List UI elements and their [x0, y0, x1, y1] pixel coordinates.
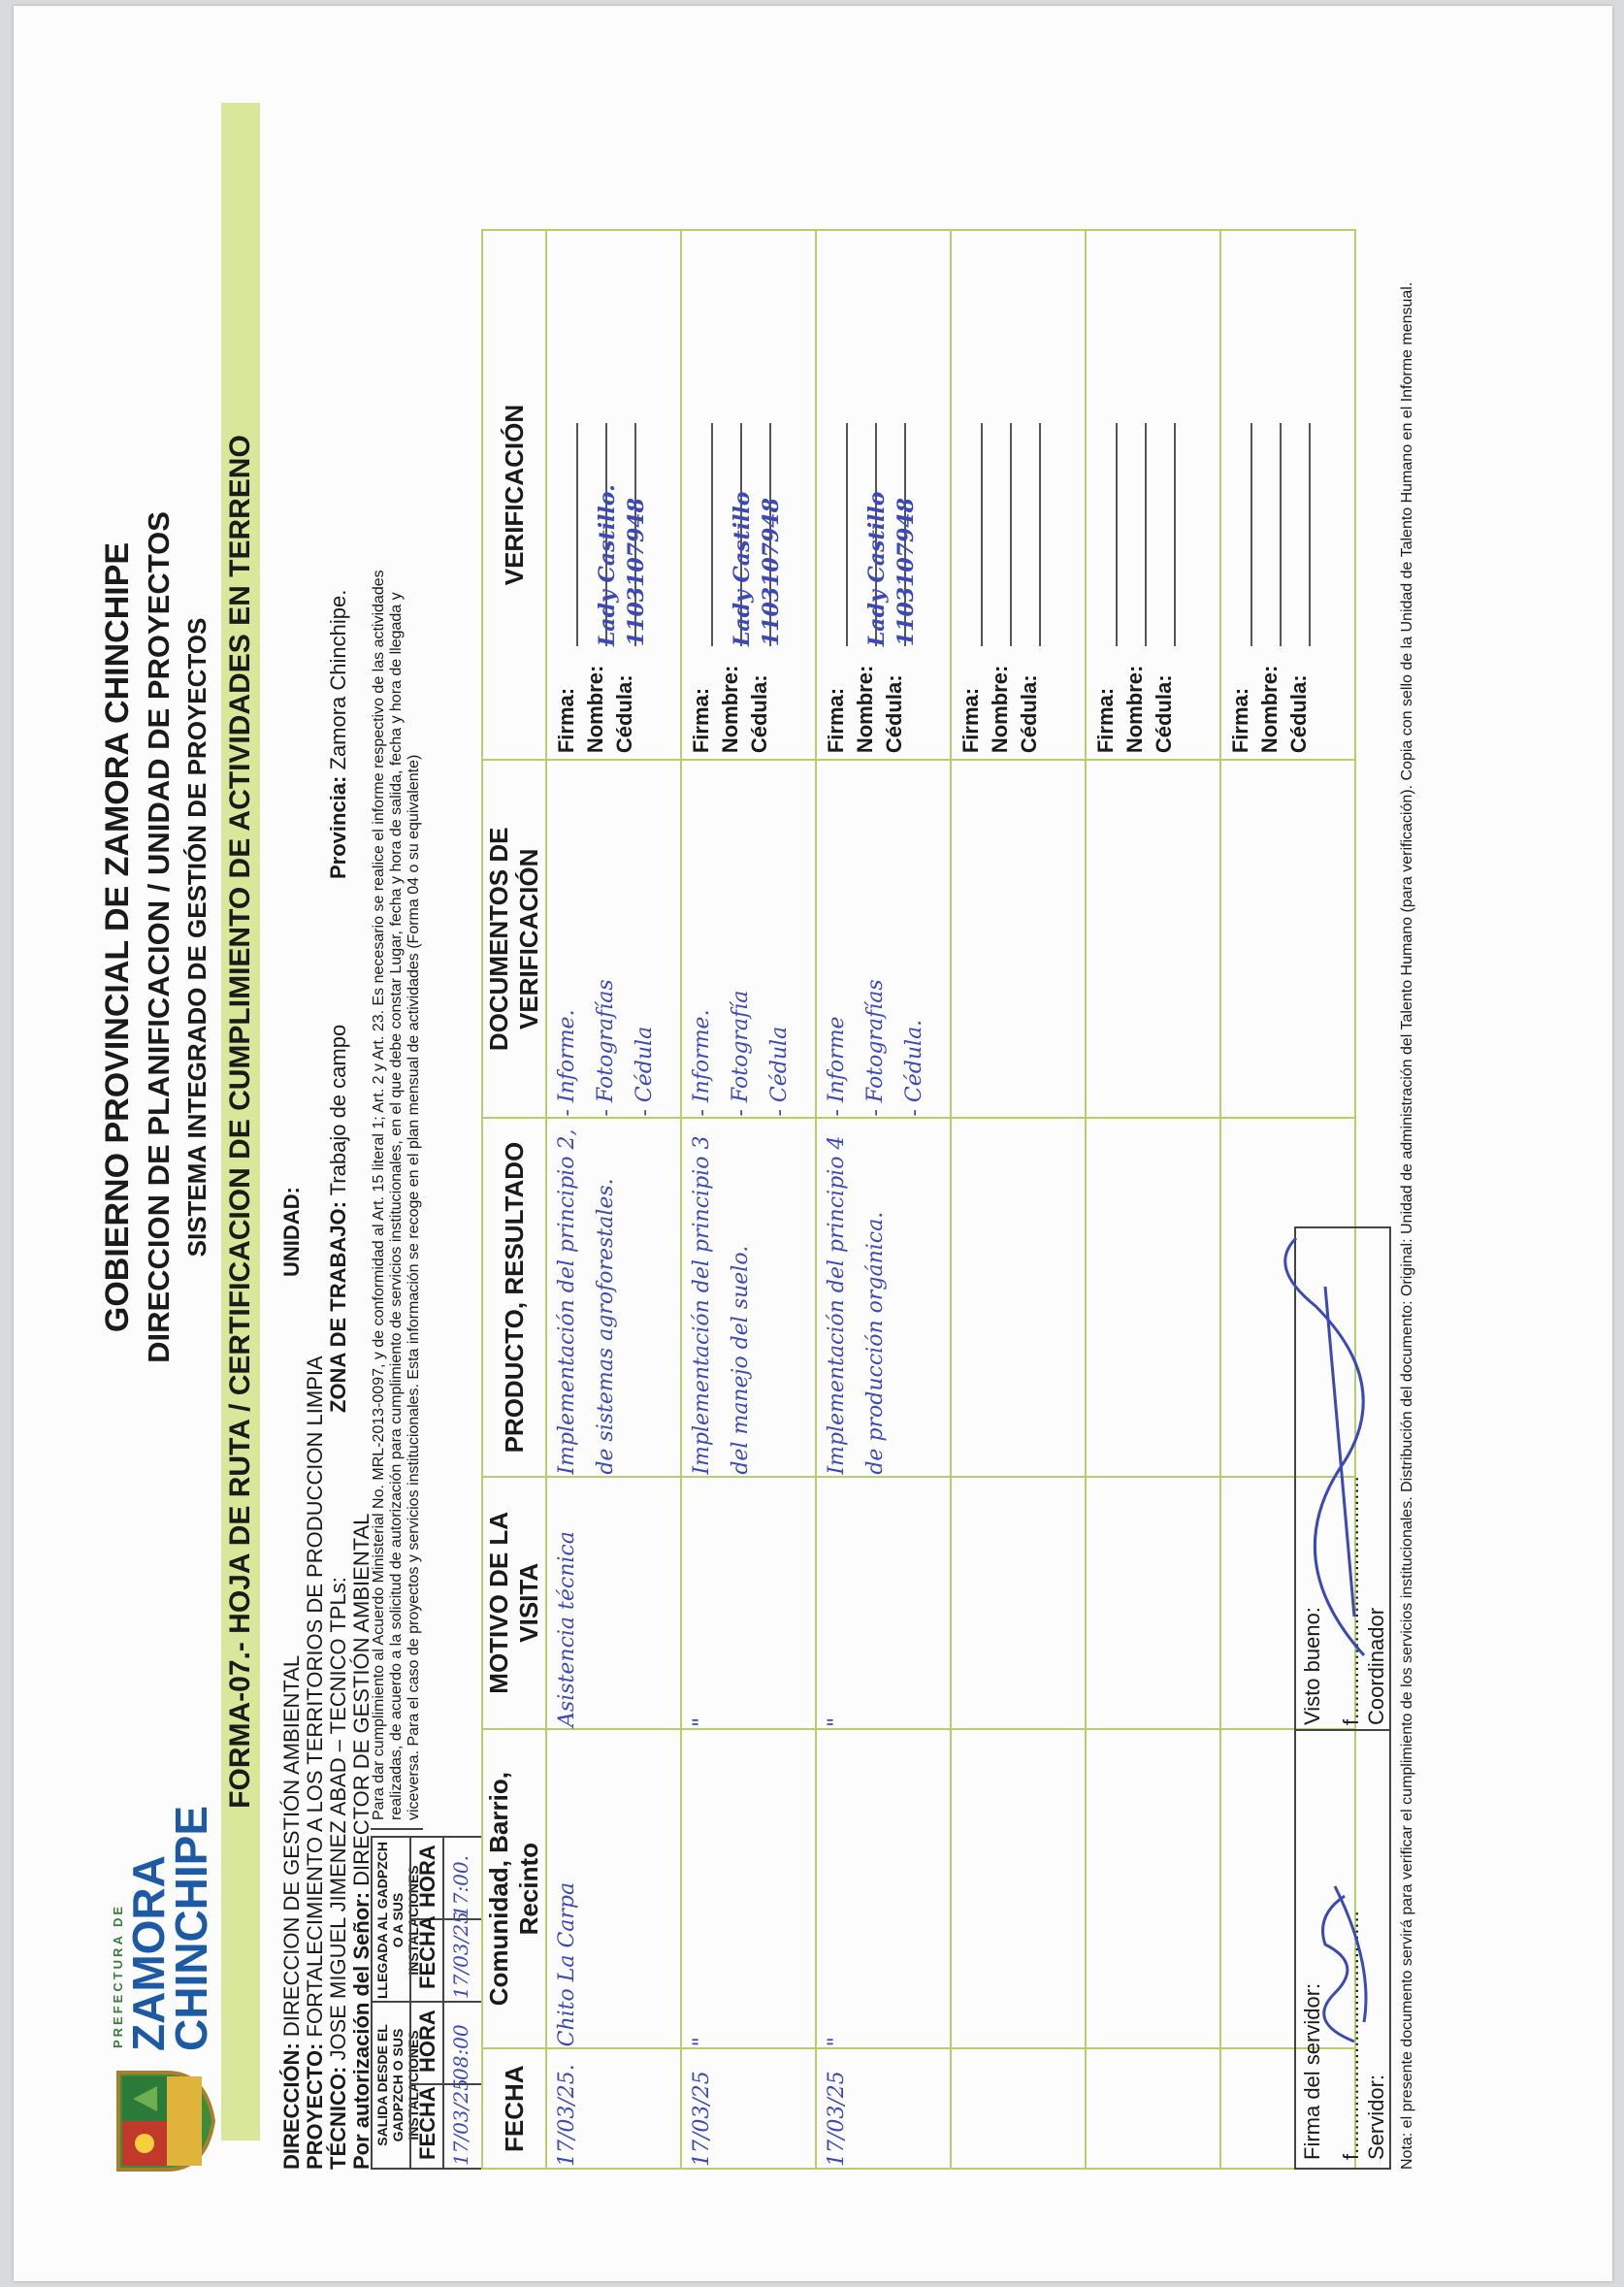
firma-value — [559, 423, 578, 646]
col-fecha: FECHA — [482, 2048, 546, 2169]
system-title: SISTEMA INTEGRADO DE GESTIÓN DE PROYECTOS — [182, 617, 211, 1258]
cedula-label: Cédula: — [882, 674, 906, 754]
comunidad-cell — [951, 1729, 1086, 2048]
motivo-cell: Asistencia técnica — [546, 1477, 681, 1729]
verificacion-cell — [816, 230, 951, 760]
llegada-hora-value: 17:00. — [449, 1855, 472, 1917]
producto-cell — [951, 1119, 1086, 1477]
logo-line2: CHINCHIPE — [166, 1805, 216, 2051]
firma-label: Firma: — [689, 687, 713, 754]
fecha-cell: 17/03/25. — [546, 2048, 681, 2169]
servidor-signature-icon — [1296, 1867, 1383, 2061]
firma-value — [828, 423, 848, 646]
documento-item: - Fotografía — [729, 990, 753, 1117]
documentos-cell — [1220, 760, 1355, 1118]
motivo-cell: " — [681, 1477, 816, 1729]
direccion-field: DIRECCIÓN: DIRECCION DE GESTIÓN AMBIENTAL — [279, 1654, 304, 2170]
coordinador-label: Coordinador — [1364, 1607, 1388, 1725]
documentos-cell — [951, 760, 1086, 1118]
cedula-label: Cédula: — [1152, 674, 1176, 754]
col-verificacion: VERIFICACIÓN — [482, 230, 546, 760]
salida-llegada-box — [371, 1836, 483, 2170]
verificacion-cell — [546, 230, 681, 760]
salida-fecha-label: FECHA — [415, 2086, 439, 2160]
salida-hora-label: HORA — [415, 2009, 439, 2073]
documentos-cell — [681, 760, 816, 1118]
coordinador-signature-icon — [1257, 1228, 1393, 1675]
comunidad-cell: " — [816, 1729, 951, 2048]
documentos-cell — [816, 760, 951, 1118]
producto-cell: Implementación del principio 2, de sistemas agroforestales. — [546, 1119, 681, 1477]
footer-note: Nota: el presente documento servirá para verificar el cumplimiento de los servicios institucionales. Distribución del documento: Original: Unidad de administración del Talento Humano (para verificación). Copia con sello de la Unidad de Talento Humano en el Informe mensual. — [1399, 281, 1415, 2170]
cedula-value: 1103107948 — [887, 423, 906, 646]
producto-cell: Implementación del principio 3 del manejo del suelo. — [681, 1119, 816, 1477]
producto-cell: Implementación del principio 4 de producción orgánica. — [816, 1119, 951, 1477]
org-title: GOBIERNO PROVINCIAL DE ZAMORA CHINCHIPE — [99, 541, 136, 1333]
rotated-form — [41, 6, 1593, 2257]
cedula-value: 1103107948 — [617, 423, 636, 646]
activity-table — [481, 229, 1356, 2170]
verificacion-cell — [681, 230, 816, 760]
documento-item: - Cédula — [633, 1026, 657, 1117]
firma-label: Firma: — [958, 687, 983, 754]
col-producto: PRODUCTO, RESULTADO — [482, 1119, 546, 1477]
zona-field: ZONA DE TRABAJO: Trabajo de campo — [326, 1024, 350, 1413]
salida-title: SALIDA DESDE EL GADPZCH O SUS INSTALACIONES — [374, 2024, 421, 2146]
documentos-cell — [546, 760, 681, 1118]
documento-item: - Cédula — [767, 1026, 792, 1117]
servidor-signature-box — [1294, 1729, 1391, 2170]
fecha-cell — [1086, 2048, 1220, 2169]
nombre-value — [1127, 423, 1147, 646]
verificacion-cell — [1220, 230, 1355, 760]
cedula-value: 1103107948 — [752, 423, 771, 646]
llegada-title: LLEGADA AL GADPZCH O A SUS INSTALACIONES — [374, 1841, 421, 2000]
coat-of-arms-icon — [109, 2063, 215, 2179]
nombre-label: Nombre: — [718, 665, 742, 754]
nombre-value — [1262, 423, 1282, 646]
firma-value — [1233, 423, 1252, 646]
firma-value — [1098, 423, 1118, 646]
form-title: FORMA-07.- HOJA DE RUTA / CERTIFICACION DE CUMPLIMIENTO DE ACTIVIDADES EN TERRENO — [224, 435, 256, 1809]
coordinador-line: f......................................... — [1339, 1476, 1363, 1725]
firma-value — [963, 423, 983, 646]
llegada-hora-label: HORA — [415, 1845, 439, 1908]
servidor-label: Servidor: — [1364, 2074, 1388, 2160]
firma-label: Firma: — [824, 687, 848, 754]
salida-hora-value: 08:00 — [449, 2024, 472, 2080]
motivo-cell — [951, 1477, 1086, 1729]
nombre-value — [992, 423, 1012, 646]
col-motivo: MOTIVO DE LA VISITA — [482, 1477, 546, 1729]
table-row — [816, 230, 951, 2169]
cedula-label: Cédula: — [1017, 674, 1041, 754]
table-row — [951, 230, 1086, 2169]
proyecto-field: PROYECTO: FORTALECIMIENTO A LOS TERRITORIOS DE PRODUCCION LIMPIA — [303, 1356, 327, 2170]
nombre-label: Nombre: — [1257, 665, 1282, 754]
nombre-label: Nombre: — [988, 665, 1012, 754]
salida-fecha-value: 17/03/25 — [449, 2078, 472, 2166]
llegada-fecha-label: FECHA — [415, 1915, 439, 1989]
firma-label: Firma: — [1228, 687, 1252, 754]
table-row — [681, 230, 816, 2169]
tecnico-field: TÉCNICO: JOSE MIGUEL JIMENEZ ABAD – TECNICO TPLs: — [326, 1577, 350, 2170]
motivo-cell: " — [816, 1477, 951, 1729]
documento-item: - Informe. — [690, 1009, 714, 1117]
coordinador-signature-box — [1294, 1226, 1391, 1733]
verificacion-cell — [1086, 230, 1220, 760]
verificacion-cell — [951, 230, 1086, 760]
documento-item: - Fotografías — [594, 979, 618, 1117]
producto-cell — [1086, 1119, 1220, 1477]
firma-label: Firma: — [1093, 687, 1118, 754]
table-row — [1086, 230, 1220, 2169]
fecha-cell: 17/03/25 — [816, 2048, 951, 2169]
dept-title: DIRECCION DE PLANIFICACION / UNIDAD DE PROYECTOS — [142, 511, 176, 1363]
cedula-value — [1156, 423, 1176, 646]
documento-item: - Cédula. — [902, 1019, 926, 1117]
documentos-cell — [1086, 760, 1220, 1118]
cedula-label: Cédula: — [747, 674, 771, 754]
col-comunidad: Comunidad, Barrio, Recinto — [482, 1729, 546, 2048]
provincia-field: Provincia: Zamora Chinchipe. — [326, 589, 350, 879]
logo-line1: ZAMORA — [123, 1855, 174, 2051]
table-row — [546, 230, 681, 2169]
nombre-value: Lady Castillo — [858, 423, 877, 646]
firma-servidor-line: f......................................... — [1339, 1911, 1363, 2160]
cedula-value — [1022, 423, 1041, 646]
nombre-label: Nombre: — [853, 665, 877, 754]
col-documentos: DOCUMENTOS DE VERIFICACIÓN — [482, 760, 546, 1118]
firma-label: Firma: — [554, 687, 578, 754]
documento-item: - Fotografías — [863, 979, 888, 1117]
fecha-cell: 17/03/25 — [681, 2048, 816, 2169]
comunidad-cell — [1086, 1729, 1220, 2048]
logo-prefix: PREFECTURA DE — [111, 1903, 125, 2048]
llegada-fecha-value: 17/03/25 — [449, 1911, 472, 1999]
scanned-page — [14, 6, 1612, 2281]
cedula-label: Cédula: — [1286, 674, 1311, 754]
fecha-cell — [951, 2048, 1086, 2169]
cedula-label: Cédula: — [612, 674, 636, 754]
nombre-value: Lady Castillo. — [588, 423, 607, 646]
firma-value — [694, 423, 713, 646]
documento-item: - Informe — [825, 1016, 849, 1117]
visto-bueno-label: Visto bueno: — [1300, 1607, 1324, 1725]
nombre-value: Lady Castillo — [723, 423, 742, 646]
motivo-cell — [1086, 1477, 1220, 1729]
firma-servidor-label: Firma del servidor: — [1300, 1982, 1324, 2160]
comunidad-cell: Chito La Carpa — [546, 1729, 681, 2048]
legal-text: Para dar cumplimiento al Acuerdo Ministerial No. MRL-2013-0097, y de conformidad al Art. 15 literal 1; Art. 2 y Art. 23. Es necesario se realice el informe respectivo de las actividades realizadas, de acuerdo a la solicitud de autorización para cumplimiento de servicios institucionales, en el que debe constar Lugar, fecha y hora de salida, fecha y hora de llegada y viceversa. Para el caso de proyectos y servicios institucionales. Esta información se recoge en el plan mensual de actividades (Forma 04 o su equivalente) — [371, 336, 423, 1830]
documento-item: - Informe. — [555, 1009, 579, 1117]
nombre-label: Nombre: — [1122, 665, 1147, 754]
autorizacion-field: Por autorización del Señor: DIRECTOR DE GESTIÓN AMBIENTAL — [349, 1513, 374, 2170]
nombre-label: Nombre: — [583, 665, 607, 754]
comunidad-cell: " — [681, 1729, 816, 2048]
unidad-field: UNIDAD: — [279, 1187, 304, 1277]
cedula-value — [1291, 423, 1311, 646]
